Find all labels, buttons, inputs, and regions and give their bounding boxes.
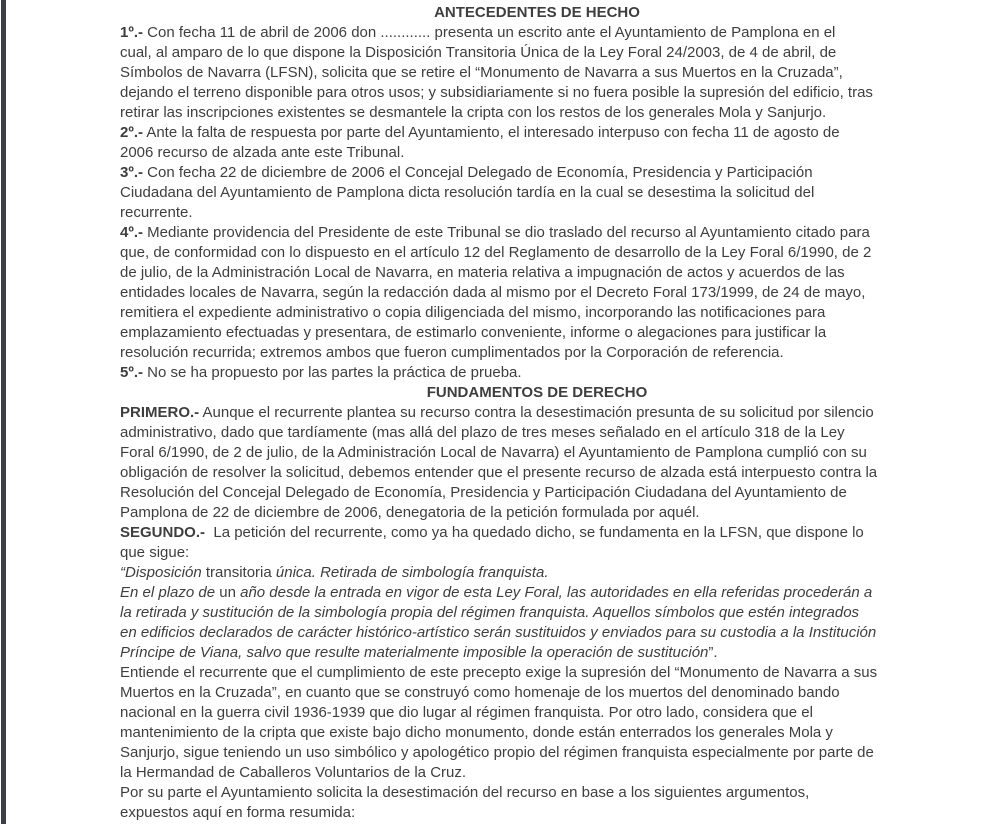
text-line — [120, 783, 954, 803]
text-segment: transitoria — [201, 564, 276, 581]
text-line — [120, 203, 954, 223]
text-segment: que, de conformidad con lo dispuesto en el artículo 12 del Reglamento de desarrollo de la Ley Foral 6/1990, de 2 — [120, 244, 872, 261]
text-segment: 3º.- — [120, 164, 143, 181]
text-segment: La petición del recurrente, como ya ha quedado dicho, se fundamenta en la LFSN, que dispone lo — [205, 524, 864, 541]
text-segment: 4º.- — [120, 224, 143, 241]
text-line — [120, 623, 954, 643]
page-left-border — [1, 0, 6, 824]
text-segment: Símbolos de Navarra (LFSN), solicita que se retire el “Monumento de Navarra a sus Muertos en la Cruzada”, — [120, 64, 843, 81]
text-line — [120, 603, 954, 623]
text-segment: Con fecha 22 de diciembre de 2006 el Concejal Delegado de Economía, Presidencia y Participación — [142, 164, 813, 181]
text-line — [120, 263, 954, 283]
text-segment: PRIMERO.- — [120, 404, 200, 421]
text-segment: retirar las inscripciones existentes se desmantele la cripta con los restos de los generales Mola y Sanjurjo. — [120, 104, 827, 121]
text-segment: 1º.- — [120, 24, 143, 41]
text-line — [120, 83, 954, 103]
text-line — [120, 503, 954, 523]
text-line — [120, 563, 954, 583]
text-line — [120, 443, 954, 463]
text-line — [120, 123, 954, 143]
text-line — [120, 583, 954, 603]
text-segment: administrativo, dado que tardíamente (mas allá del plazo de tres meses señalado en el artículo 318 de la Ley — [120, 424, 845, 441]
text-segment: resolución recurrida; extremos ambos que fueron cumplimentados por la Corporación de referencia. — [120, 344, 784, 361]
text-line — [120, 643, 954, 663]
text-segment: Príncipe de Viana, salvo que resulte materialmente imposible la operación de sustitución — [120, 644, 709, 661]
text-segment: Por su parte el Ayuntamiento solicita la desestimación del recurso en base a los siguientes argumentos, — [120, 784, 810, 801]
text-line — [120, 63, 954, 83]
text-segment: Muertos en la Cruzada”, en cuanto que se construyó como homenaje de los muertos del denominado bando — [120, 684, 840, 701]
text-segment: un — [219, 584, 241, 601]
text-line — [120, 543, 954, 563]
text-segment: Resolución del Concejal Delegado de Economía, Presidencia y Participación Ciudadana del Ayuntamiento de — [120, 484, 847, 501]
text-segment: Foral 6/1990, de 2 de julio, de la Administración Local de Navarra) el Ayuntamiento de Pamplona cumplió con su — [120, 444, 867, 461]
text-segment: Ciudadana del Ayuntamiento de Pamplona dicta resolución tardía en la cual se desestima la solicitud del — [120, 184, 815, 201]
text-line — [120, 703, 954, 723]
text-segment: obligación de resolver la solicitud, debemos entender que el presente recurso de alzada está interpuesto contra la — [120, 464, 878, 481]
text-segment: Sanjurjo, sigue teniendo un uso simbólico y apologético propio del régimen franquista especialmente por parte de — [120, 744, 874, 761]
text-segment: Ante la falta de respuesta por parte del Ayuntamiento, el interesado interpuso con fecha 11 de agosto de — [142, 124, 840, 141]
text-segment: la Hermandad de Caballeros Voluntarios de la Cruz. — [120, 764, 467, 781]
text-segment: Aunque el recurrente plantea su recurso contra la desestimación presunta de su solicitud por silencio — [199, 404, 874, 421]
text-segment: No se ha propuesto por las partes la práctica de prueba. — [142, 364, 522, 381]
text-segment: recurrente. — [120, 204, 193, 221]
text-line — [120, 423, 954, 443]
section-heading: FUNDAMENTOS DE DERECHO — [426, 384, 648, 401]
text-segment: cual, al amparo de lo que dispone la Disposición Transitoria Única de la Ley Foral 24/2003, de 4 de abril, de — [120, 44, 837, 61]
document-content — [120, 3, 954, 823]
text-line — [120, 743, 954, 763]
text-segment: SEGUNDO.- — [120, 524, 206, 541]
text-segment: remitiera el expediente administrativo o copia diligenciada del mismo, incorporando las notificaciones para — [120, 304, 826, 321]
text-line — [120, 323, 954, 343]
text-line — [120, 163, 954, 183]
text-line — [120, 223, 954, 243]
text-segment: que sigue: — [120, 544, 190, 561]
text-segment: dejando el terreno disponible para otros usos; y subsidiariamente si no fuera posible la supresión del edificio, tras — [120, 84, 873, 101]
text-line — [120, 803, 954, 823]
text-segment: en edificios declarados de carácter histórico-artístico serán sustituidos y enviados para su custodia a la Institución — [120, 624, 877, 641]
text-segment: “Disposición — [120, 564, 202, 581]
text-segment: 2006 recurso de alzada ante este Tribunal. — [120, 144, 405, 161]
text-line — [120, 283, 954, 303]
text-segment: la retirada y sustitución de la simbología propia del régimen franquista. Aquellos símbolos que estén integrados — [120, 604, 860, 621]
text-line — [120, 243, 954, 263]
text-segment: nacional en la guerra civil 1936-1939 que dio lugar al régimen franquista. Por otro lado, considera que el — [120, 704, 813, 721]
text-segment: Entiende el recurrente que el cumplimiento de este precepto exige la supresión del “Monumento de Navarra a sus — [120, 664, 878, 681]
text-segment: única. Retirada de simbología franquista. — [275, 564, 549, 581]
text-line — [120, 683, 954, 703]
text-segment: de julio, de la Administración Local de Navarra, en materia relativa a impugnación de actos y acuerdos de las — [120, 264, 845, 281]
text-segment: año desde la entrada en vigor de esta Ley Foral, las autoridades en ella referidas procederán a — [240, 584, 873, 601]
text-segment: Mediante providencia del Presidente de este Tribunal se dio traslado del recurso al Ayuntamiento citado para — [142, 224, 870, 241]
text-line — [120, 43, 954, 63]
text-line — [120, 23, 954, 43]
text-line — [120, 143, 954, 163]
text-segment: mantenimiento de la cripta que existe bajo dicho monumento, donde están enterrados los generales Mola y — [120, 724, 833, 741]
text-segment: emplazamiento efectuadas y presentara, de estimarlo conveniente, informe o alegaciones para justificar la — [120, 324, 827, 341]
text-segment: Con fecha 11 de abril de 2006 don ............ presenta un escrito ante el Ayuntamiento de Pamplona en el — [142, 24, 836, 41]
text-line — [120, 103, 954, 123]
text-segment: Pamplona de 22 de diciembre de 2006, denegatoria de la petición formulada por aquél. — [120, 504, 700, 521]
text-line — [120, 663, 954, 683]
text-line — [120, 183, 954, 203]
text-line — [120, 303, 954, 323]
text-line — [120, 723, 954, 743]
text-segment: expuestos aquí en forma resumida: — [120, 804, 356, 821]
text-line — [120, 483, 954, 503]
text-segment: ”. — [708, 644, 718, 661]
text-segment: En el plazo de — [120, 584, 220, 601]
text-line — [120, 763, 954, 783]
text-line — [120, 523, 954, 543]
text-segment: 5º.- — [120, 364, 143, 381]
text-line — [120, 343, 954, 363]
text-segment: entidades locales de Navarra, según la redacción dada al mismo por el Decreto Foral 173/1999, de 24 de mayo, — [120, 284, 866, 301]
text-segment: 2º.- — [120, 124, 143, 141]
text-line — [120, 403, 954, 423]
text-line — [120, 363, 954, 383]
section-heading: ANTECEDENTES DE HECHO — [434, 4, 640, 21]
text-line — [120, 463, 954, 483]
